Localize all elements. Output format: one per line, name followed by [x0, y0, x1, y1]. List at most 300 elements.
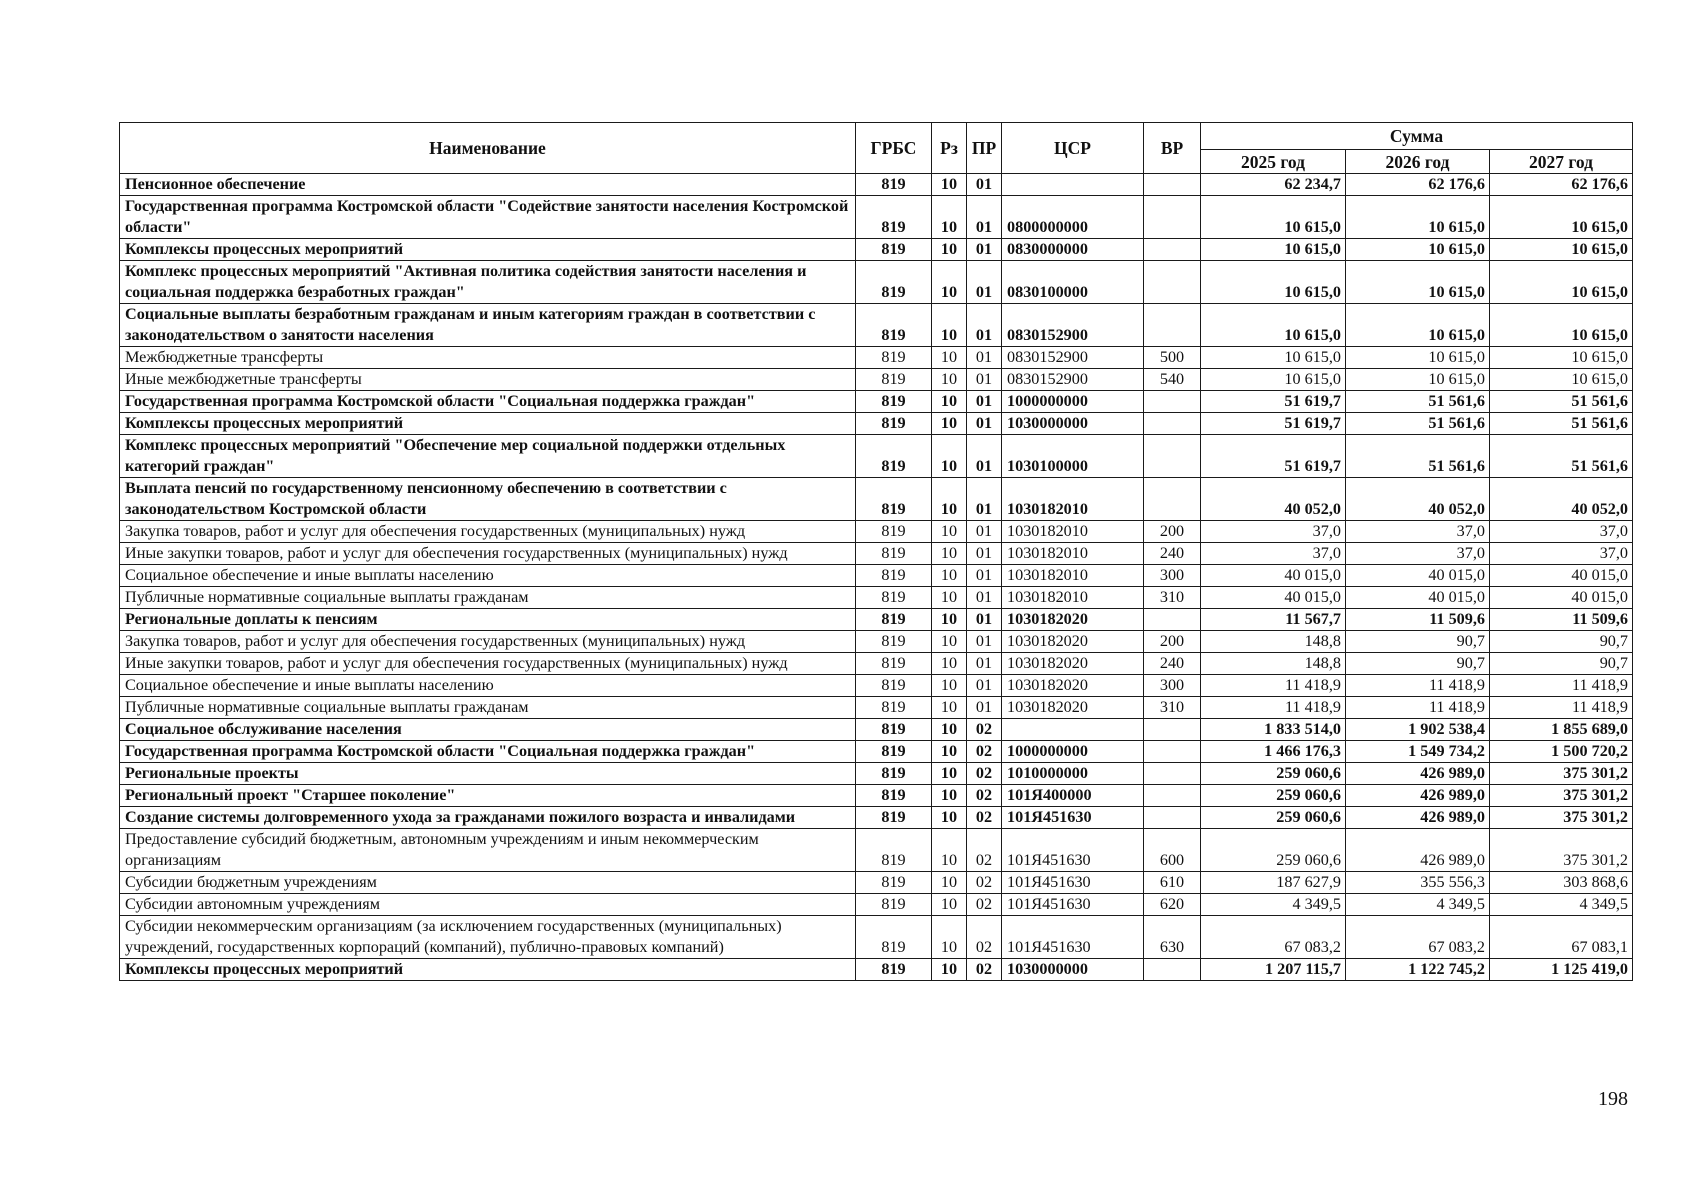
cell-vr: 500: [1144, 347, 1201, 369]
cell-name: Комплекс процессных мероприятий "Обеспечение мер социальной поддержки отдельных категорий граждан": [120, 435, 856, 478]
cell-csr: 0800000000: [1002, 196, 1144, 239]
cell-pr: 01: [967, 174, 1002, 196]
cell-pr: 01: [967, 369, 1002, 391]
table-row: [120, 347, 1633, 369]
page-number: 198: [1598, 1088, 1628, 1110]
cell-y2026: 1 549 734,2: [1346, 741, 1490, 763]
cell-y2025: 51 619,7: [1201, 413, 1346, 435]
table-row: [120, 959, 1633, 981]
cell-y2027: 10 615,0: [1490, 196, 1633, 239]
cell-y2027: 1 125 419,0: [1490, 959, 1633, 981]
cell-grbs: 819: [856, 916, 932, 959]
cell-grbs: 819: [856, 894, 932, 916]
cell-csr: 101Я451630: [1002, 894, 1144, 916]
cell-name: Социальные выплаты безработным гражданам и иным категориям граждан в соответствии с законодательством о занятости населения: [120, 304, 856, 347]
cell-vr: [1144, 196, 1201, 239]
cell-vr: 630: [1144, 916, 1201, 959]
cell-vr: [1144, 959, 1201, 981]
table-row: [120, 239, 1633, 261]
table-row: [120, 675, 1633, 697]
cell-grbs: 819: [856, 174, 932, 196]
cell-csr: 1000000000: [1002, 391, 1144, 413]
cell-rz: 10: [932, 807, 967, 829]
cell-y2027: 375 301,2: [1490, 807, 1633, 829]
cell-grbs: 819: [856, 763, 932, 785]
cell-rz: 10: [932, 587, 967, 609]
cell-vr: 310: [1144, 697, 1201, 719]
cell-csr: 1030182020: [1002, 653, 1144, 675]
cell-rz: 10: [932, 763, 967, 785]
cell-y2025: 4 349,5: [1201, 894, 1346, 916]
cell-y2027: 375 301,2: [1490, 829, 1633, 872]
cell-y2026: 11 418,9: [1346, 697, 1490, 719]
cell-csr: 1030182020: [1002, 697, 1144, 719]
cell-y2026: 1 902 538,4: [1346, 719, 1490, 741]
cell-name: Иные закупки товаров, работ и услуг для обеспечения государственных (муниципальных) нужд: [120, 543, 856, 565]
cell-vr: [1144, 435, 1201, 478]
cell-y2025: 37,0: [1201, 521, 1346, 543]
cell-pr: 01: [967, 587, 1002, 609]
table-row: [120, 829, 1633, 872]
cell-pr: 01: [967, 609, 1002, 631]
cell-grbs: 819: [856, 565, 932, 587]
cell-y2026: 1 122 745,2: [1346, 959, 1490, 981]
header-rz: Рз: [932, 123, 967, 174]
table-row: [120, 587, 1633, 609]
cell-vr: [1144, 785, 1201, 807]
cell-y2026: 426 989,0: [1346, 807, 1490, 829]
cell-y2026: 10 615,0: [1346, 304, 1490, 347]
cell-vr: [1144, 304, 1201, 347]
cell-vr: 540: [1144, 369, 1201, 391]
cell-grbs: 819: [856, 543, 932, 565]
cell-grbs: 819: [856, 609, 932, 631]
cell-csr: [1002, 174, 1144, 196]
cell-pr: 01: [967, 239, 1002, 261]
cell-rz: 10: [932, 697, 967, 719]
cell-y2025: 37,0: [1201, 543, 1346, 565]
cell-y2027: 51 561,6: [1490, 435, 1633, 478]
cell-y2025: 62 234,7: [1201, 174, 1346, 196]
cell-y2026: 426 989,0: [1346, 785, 1490, 807]
cell-y2025: 11 418,9: [1201, 675, 1346, 697]
cell-y2027: 303 868,6: [1490, 872, 1633, 894]
cell-csr: 1000000000: [1002, 741, 1144, 763]
cell-csr: 1030182010: [1002, 478, 1144, 521]
cell-y2026: 11 418,9: [1346, 675, 1490, 697]
cell-csr: 101Я451630: [1002, 829, 1144, 872]
cell-grbs: 819: [856, 872, 932, 894]
cell-y2027: 37,0: [1490, 543, 1633, 565]
cell-y2026: 90,7: [1346, 653, 1490, 675]
cell-pr: 01: [967, 697, 1002, 719]
table-body: [120, 174, 1633, 981]
cell-rz: 10: [932, 916, 967, 959]
cell-rz: 10: [932, 959, 967, 981]
cell-name: Выплата пенсий по государственному пенсионному обеспечению в соответствии с законодательством Костромской области: [120, 478, 856, 521]
cell-name: Предоставление субсидий бюджетным, автономным учреждениям и иным некоммерческим организациям: [120, 829, 856, 872]
cell-grbs: 819: [856, 391, 932, 413]
cell-y2026: 51 561,6: [1346, 413, 1490, 435]
table-row: [120, 174, 1633, 196]
cell-y2025: 40 052,0: [1201, 478, 1346, 521]
cell-vr: 240: [1144, 653, 1201, 675]
table-row: [120, 697, 1633, 719]
cell-csr: 0830152900: [1002, 347, 1144, 369]
cell-vr: [1144, 609, 1201, 631]
cell-vr: [1144, 719, 1201, 741]
table-row: [120, 521, 1633, 543]
cell-name: Комплексы процессных мероприятий: [120, 239, 856, 261]
cell-y2026: 10 615,0: [1346, 239, 1490, 261]
cell-y2026: 51 561,6: [1346, 391, 1490, 413]
cell-name: Субсидии бюджетным учреждениям: [120, 872, 856, 894]
cell-csr: 1010000000: [1002, 763, 1144, 785]
cell-y2027: 51 561,6: [1490, 413, 1633, 435]
cell-rz: 10: [932, 478, 967, 521]
cell-name: Закупка товаров, работ и услуг для обеспечения государственных (муниципальных) нужд: [120, 521, 856, 543]
cell-y2027: 10 615,0: [1490, 304, 1633, 347]
cell-y2026: 51 561,6: [1346, 435, 1490, 478]
cell-rz: 10: [932, 565, 967, 587]
cell-csr: 0830152900: [1002, 369, 1144, 391]
cell-name: Создание системы долговременного ухода за гражданами пожилого возраста и инвалидами: [120, 807, 856, 829]
cell-y2026: 67 083,2: [1346, 916, 1490, 959]
cell-pr: 02: [967, 807, 1002, 829]
cell-pr: 01: [967, 304, 1002, 347]
cell-y2025: 1 833 514,0: [1201, 719, 1346, 741]
table-row: [120, 872, 1633, 894]
cell-y2025: 259 060,6: [1201, 807, 1346, 829]
cell-grbs: 819: [856, 521, 932, 543]
cell-csr: 101Я451630: [1002, 807, 1144, 829]
cell-csr: 0830000000: [1002, 239, 1144, 261]
cell-vr: [1144, 261, 1201, 304]
cell-name: Комплексы процессных мероприятий: [120, 959, 856, 981]
cell-name: Социальное обеспечение и иные выплаты населению: [120, 565, 856, 587]
cell-y2026: 37,0: [1346, 543, 1490, 565]
cell-y2025: 259 060,6: [1201, 829, 1346, 872]
cell-y2027: 11 418,9: [1490, 697, 1633, 719]
cell-pr: 02: [967, 829, 1002, 872]
cell-name: Социальное обслуживание населения: [120, 719, 856, 741]
table-row: [120, 631, 1633, 653]
cell-vr: 310: [1144, 587, 1201, 609]
cell-y2027: 1 855 689,0: [1490, 719, 1633, 741]
cell-y2025: 40 015,0: [1201, 587, 1346, 609]
cell-grbs: 819: [856, 478, 932, 521]
cell-y2027: 1 500 720,2: [1490, 741, 1633, 763]
cell-y2026: 355 556,3: [1346, 872, 1490, 894]
cell-pr: 01: [967, 391, 1002, 413]
cell-y2025: 1 207 115,7: [1201, 959, 1346, 981]
cell-rz: 10: [932, 894, 967, 916]
cell-vr: 200: [1144, 521, 1201, 543]
cell-vr: 620: [1144, 894, 1201, 916]
table-row: [120, 741, 1633, 763]
cell-pr: 01: [967, 196, 1002, 239]
cell-rz: 10: [932, 369, 967, 391]
cell-name: Комплексы процессных мероприятий: [120, 413, 856, 435]
cell-y2026: 11 509,6: [1346, 609, 1490, 631]
cell-y2026: 4 349,5: [1346, 894, 1490, 916]
cell-pr: 01: [967, 675, 1002, 697]
cell-rz: 10: [932, 785, 967, 807]
cell-name: Закупка товаров, работ и услуг для обеспечения государственных (муниципальных) нужд: [120, 631, 856, 653]
cell-grbs: 819: [856, 959, 932, 981]
cell-y2026: 37,0: [1346, 521, 1490, 543]
cell-y2026: 10 615,0: [1346, 347, 1490, 369]
cell-vr: [1144, 174, 1201, 196]
cell-name: Межбюджетные трансферты: [120, 347, 856, 369]
cell-rz: 10: [932, 741, 967, 763]
cell-grbs: 819: [856, 697, 932, 719]
cell-name: Государственная программа Костромской области "Социальная поддержка граждан": [120, 391, 856, 413]
table-row: [120, 719, 1633, 741]
table-row: [120, 369, 1633, 391]
cell-y2027: 62 176,6: [1490, 174, 1633, 196]
table-row: [120, 785, 1633, 807]
header-pr: ПР: [967, 123, 1002, 174]
cell-y2025: 67 083,2: [1201, 916, 1346, 959]
cell-pr: 01: [967, 261, 1002, 304]
cell-rz: 10: [932, 347, 967, 369]
cell-y2027: 10 615,0: [1490, 239, 1633, 261]
header-year-2025: 2025 год: [1201, 150, 1346, 174]
cell-csr: 1030182010: [1002, 543, 1144, 565]
cell-y2027: 375 301,2: [1490, 763, 1633, 785]
cell-vr: [1144, 478, 1201, 521]
cell-y2025: 148,8: [1201, 653, 1346, 675]
cell-pr: 01: [967, 653, 1002, 675]
cell-rz: 10: [932, 719, 967, 741]
cell-y2025: 10 615,0: [1201, 261, 1346, 304]
cell-csr: 1030000000: [1002, 413, 1144, 435]
cell-y2025: 11 418,9: [1201, 697, 1346, 719]
cell-y2027: 67 083,1: [1490, 916, 1633, 959]
cell-rz: 10: [932, 631, 967, 653]
cell-csr: 101Я451630: [1002, 916, 1144, 959]
cell-name: Публичные нормативные социальные выплаты гражданам: [120, 697, 856, 719]
cell-csr: 101Я451630: [1002, 872, 1144, 894]
cell-rz: 10: [932, 261, 967, 304]
cell-pr: 02: [967, 959, 1002, 981]
cell-csr: 1030182010: [1002, 521, 1144, 543]
cell-name: Региональные проекты: [120, 763, 856, 785]
cell-name: Пенсионное обеспечение: [120, 174, 856, 196]
cell-rz: 10: [932, 174, 967, 196]
cell-grbs: 819: [856, 675, 932, 697]
cell-name: Региональный проект "Старшее поколение": [120, 785, 856, 807]
cell-y2027: 10 615,0: [1490, 347, 1633, 369]
cell-y2027: 4 349,5: [1490, 894, 1633, 916]
cell-y2027: 90,7: [1490, 631, 1633, 653]
cell-rz: 10: [932, 521, 967, 543]
cell-vr: [1144, 239, 1201, 261]
cell-pr: 02: [967, 763, 1002, 785]
cell-pr: 01: [967, 347, 1002, 369]
cell-pr: 02: [967, 785, 1002, 807]
cell-y2027: 37,0: [1490, 521, 1633, 543]
cell-y2026: 426 989,0: [1346, 829, 1490, 872]
cell-vr: [1144, 413, 1201, 435]
cell-grbs: 819: [856, 719, 932, 741]
cell-vr: 300: [1144, 565, 1201, 587]
header-grbs: ГРБС: [856, 123, 932, 174]
cell-grbs: 819: [856, 435, 932, 478]
cell-csr: 0830100000: [1002, 261, 1144, 304]
cell-y2027: 40 015,0: [1490, 587, 1633, 609]
cell-y2026: 40 015,0: [1346, 565, 1490, 587]
cell-rz: 10: [932, 435, 967, 478]
cell-name: Иные межбюджетные трансферты: [120, 369, 856, 391]
table-row: [120, 196, 1633, 239]
table-row: [120, 894, 1633, 916]
header-name: Наименование: [120, 123, 856, 174]
cell-rz: 10: [932, 543, 967, 565]
cell-vr: [1144, 391, 1201, 413]
table-row: [120, 391, 1633, 413]
cell-vr: [1144, 807, 1201, 829]
cell-y2025: 51 619,7: [1201, 435, 1346, 478]
cell-name: Субсидии некоммерческим организациям (за исключением государственных (муниципальных) учреждений, государственных корпораций (компаний), публично-правовых компаний): [120, 916, 856, 959]
cell-y2025: 40 015,0: [1201, 565, 1346, 587]
cell-rz: 10: [932, 239, 967, 261]
cell-y2027: 40 015,0: [1490, 565, 1633, 587]
cell-y2026: 10 615,0: [1346, 261, 1490, 304]
header-year-2027: 2027 год: [1490, 150, 1633, 174]
cell-vr: 300: [1144, 675, 1201, 697]
cell-pr: 02: [967, 741, 1002, 763]
cell-y2027: 10 615,0: [1490, 369, 1633, 391]
budget-table: [119, 122, 1633, 981]
table-row: [120, 807, 1633, 829]
cell-rz: 10: [932, 675, 967, 697]
cell-pr: 02: [967, 916, 1002, 959]
cell-csr: 1030000000: [1002, 959, 1144, 981]
cell-rz: 10: [932, 653, 967, 675]
cell-y2027: 11 418,9: [1490, 675, 1633, 697]
header-sum: Сумма: [1201, 123, 1633, 150]
header-year-2026: 2026 год: [1346, 150, 1490, 174]
cell-csr: 1030182010: [1002, 587, 1144, 609]
header-vr: ВР: [1144, 123, 1201, 174]
cell-pr: 01: [967, 521, 1002, 543]
cell-name: Иные закупки товаров, работ и услуг для обеспечения государственных (муниципальных) нужд: [120, 653, 856, 675]
cell-vr: 240: [1144, 543, 1201, 565]
cell-grbs: 819: [856, 807, 932, 829]
cell-y2025: 10 615,0: [1201, 304, 1346, 347]
cell-csr: 101Я400000: [1002, 785, 1144, 807]
table-row: [120, 261, 1633, 304]
cell-y2027: 10 615,0: [1490, 261, 1633, 304]
cell-pr: 01: [967, 435, 1002, 478]
cell-grbs: 819: [856, 587, 932, 609]
cell-y2025: 10 615,0: [1201, 347, 1346, 369]
cell-csr: 0830152900: [1002, 304, 1144, 347]
cell-pr: 01: [967, 413, 1002, 435]
cell-y2025: 259 060,6: [1201, 763, 1346, 785]
cell-y2025: 10 615,0: [1201, 239, 1346, 261]
table-row: [120, 413, 1633, 435]
header-csr: ЦСР: [1002, 123, 1144, 174]
cell-y2026: 10 615,0: [1346, 369, 1490, 391]
cell-y2027: 90,7: [1490, 653, 1633, 675]
table-row: [120, 653, 1633, 675]
table-row: [120, 435, 1633, 478]
cell-csr: 1030100000: [1002, 435, 1144, 478]
cell-grbs: 819: [856, 413, 932, 435]
cell-csr: 1030182010: [1002, 565, 1144, 587]
cell-y2025: 259 060,6: [1201, 785, 1346, 807]
cell-rz: 10: [932, 391, 967, 413]
cell-y2025: 187 627,9: [1201, 872, 1346, 894]
cell-y2026: 40 052,0: [1346, 478, 1490, 521]
cell-grbs: 819: [856, 369, 932, 391]
cell-y2026: 90,7: [1346, 631, 1490, 653]
table-row: [120, 478, 1633, 521]
cell-name: Субсидии автономным учреждениям: [120, 894, 856, 916]
table-row: [120, 565, 1633, 587]
cell-name: Социальное обеспечение и иные выплаты населению: [120, 675, 856, 697]
cell-vr: [1144, 741, 1201, 763]
cell-name: Публичные нормативные социальные выплаты гражданам: [120, 587, 856, 609]
cell-y2026: 426 989,0: [1346, 763, 1490, 785]
cell-rz: 10: [932, 872, 967, 894]
cell-rz: 10: [932, 829, 967, 872]
cell-y2027: 51 561,6: [1490, 391, 1633, 413]
cell-y2027: 11 509,6: [1490, 609, 1633, 631]
table-row: [120, 916, 1633, 959]
cell-pr: 02: [967, 719, 1002, 741]
cell-grbs: 819: [856, 631, 932, 653]
cell-csr: 1030182020: [1002, 675, 1144, 697]
cell-y2027: 375 301,2: [1490, 785, 1633, 807]
cell-y2027: 40 052,0: [1490, 478, 1633, 521]
cell-pr: 02: [967, 872, 1002, 894]
cell-grbs: 819: [856, 347, 932, 369]
cell-rz: 10: [932, 609, 967, 631]
cell-vr: 600: [1144, 829, 1201, 872]
cell-grbs: 819: [856, 239, 932, 261]
cell-y2026: 10 615,0: [1346, 196, 1490, 239]
cell-y2025: 148,8: [1201, 631, 1346, 653]
cell-grbs: 819: [856, 829, 932, 872]
cell-grbs: 819: [856, 785, 932, 807]
cell-rz: 10: [932, 413, 967, 435]
cell-y2026: 62 176,6: [1346, 174, 1490, 196]
cell-vr: [1144, 763, 1201, 785]
cell-name: Государственная программа Костромской области "Содействие занятости населения Костромской области": [120, 196, 856, 239]
cell-pr: 01: [967, 565, 1002, 587]
cell-csr: 1030182020: [1002, 631, 1144, 653]
table-row: [120, 304, 1633, 347]
cell-pr: 02: [967, 894, 1002, 916]
table-row: [120, 543, 1633, 565]
cell-grbs: 819: [856, 196, 932, 239]
cell-pr: 01: [967, 543, 1002, 565]
cell-vr: 610: [1144, 872, 1201, 894]
cell-y2026: 40 015,0: [1346, 587, 1490, 609]
cell-name: Государственная программа Костромской области "Социальная поддержка граждан": [120, 741, 856, 763]
cell-grbs: 819: [856, 741, 932, 763]
table-row: [120, 763, 1633, 785]
cell-vr: 200: [1144, 631, 1201, 653]
cell-name: Региональные доплаты к пенсиям: [120, 609, 856, 631]
cell-y2025: 10 615,0: [1201, 369, 1346, 391]
cell-pr: 01: [967, 631, 1002, 653]
cell-csr: 1030182020: [1002, 609, 1144, 631]
